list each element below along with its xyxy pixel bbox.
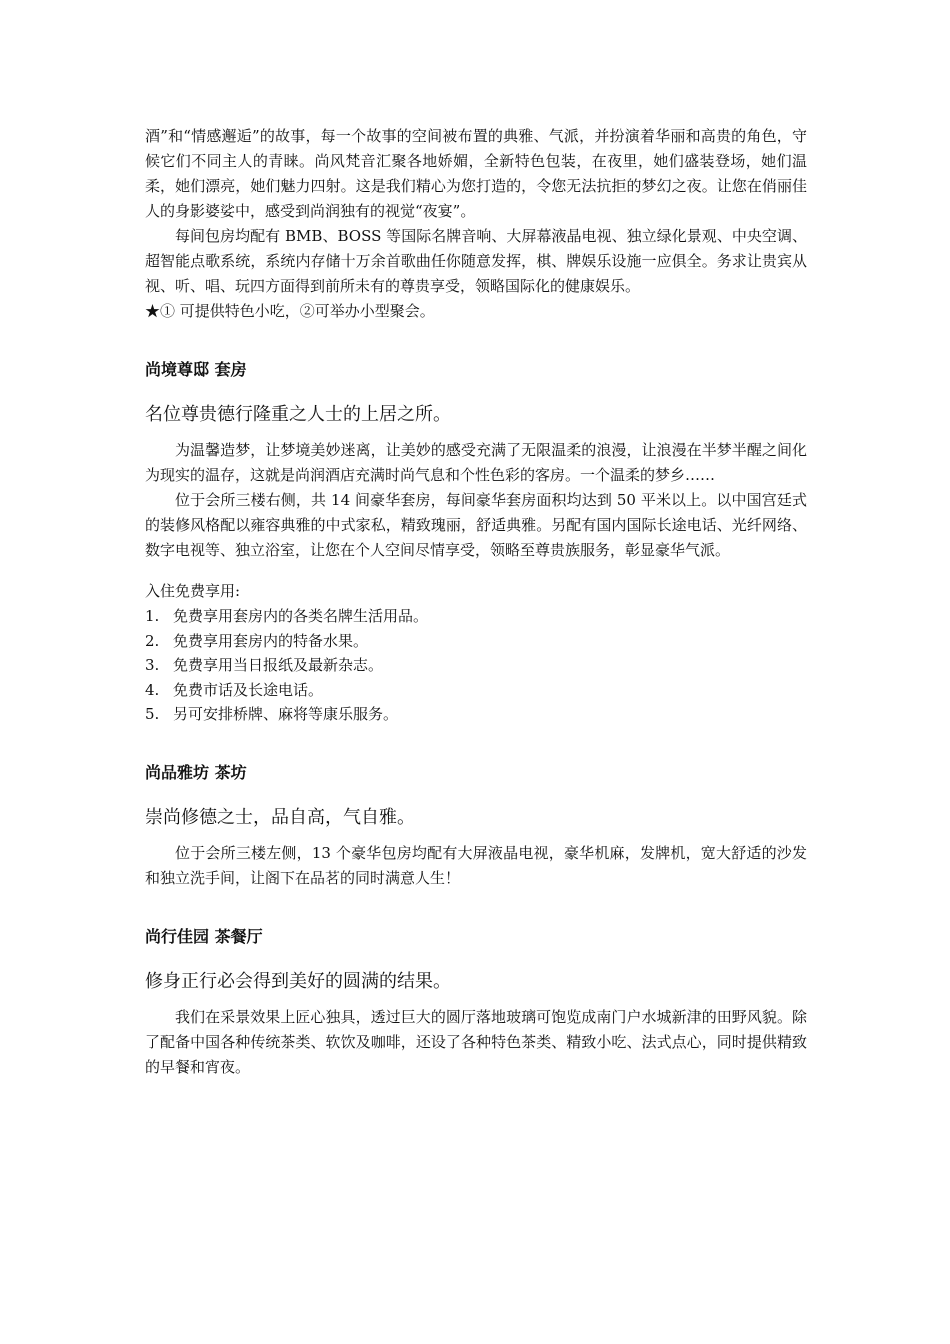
suite-tagline: 名位尊贵德行隆重之人士的上居之所。 [145, 404, 451, 425]
suite-paragraph-1: 为温馨造梦，让梦境美妙迷离，让美妙的感受充满了无限温柔的浪漫，让浪漫在半梦半醒之间化为现实的温存，这就是尚润酒店充满时尚气息和个性色彩的客房。一个温柔的梦乡…… [145, 441, 807, 484]
list-item-text: 另可安排桥牌、麻将等康乐服务。 [173, 705, 399, 724]
list-item-number: 2. [145, 631, 160, 650]
tea-heading: 尚品雅坊 茶坊 [145, 762, 247, 782]
list-item [145, 629, 807, 654]
restaurant-tagline: 修身正行必会得到美好的圆满的结果。 [145, 970, 451, 992]
suite-benefits-list [145, 604, 807, 727]
list-item-text: 免费享用套房内的特备水果。 [173, 631, 369, 650]
tea-paragraph-1: 位于会所三楼左侧，13 个豪华包房均配有大屏液晶电视，豪华机麻，发牌机，宽大舒适的沙发和独立洗手间，让阁下在品茗的同时满意人生！ [145, 843, 807, 887]
list-item-text: 免费市话及长途电话。 [173, 680, 324, 699]
intro-paragraph-2: 每间包房均配有 BMB、BOSS 等国际名牌音响、大屏幕液晶电视、独立绿化景观、中央空调、超智能点歌系统，系统内存储十万余首歌曲任你随意发挥，棋、牌娱乐设施一应俱全。务求让贵宾从视、听、唱、玩四方面得到前所未有的尊贵享受，领略国际化的健康娱乐。 [145, 227, 807, 295]
tea-tagline: 崇尚修德之士，品自高，气自雅。 [145, 806, 415, 828]
list-item-number: 4. [145, 680, 160, 699]
list-item [145, 702, 807, 727]
list-item [145, 604, 807, 629]
document-page [145, 124, 807, 1080]
suite-paragraph-2: 位于会所三楼右侧，共 14 间豪华套房，每间豪华套房面积均达到 50 平米以上。以中国宫廷式的装修风格配以雍容典雅的中式家私，精致瑰丽，舒适典雅。另配有国内国际长途电话、光纤网络、数字电视等、独立浴室，让您在个人空间尽情享受，领略至尊贵族服务，彰显豪华气派。 [145, 491, 807, 559]
suite-heading: 尚境尊邸 套房 [145, 360, 247, 379]
restaurant-section [145, 925, 807, 1080]
list-item-number: 3. [145, 656, 160, 675]
intro-paragraph-1: 酒”和“情感邂逅”的故事，每一个故事的空间被布置的典雅、气派，并扮演着华丽和高贵的角色，守候它们不同主人的青睐。尚风梵音汇聚各地娇媚，全新特色包装，在夜里，她们盛装登场，她们温柔，她们漂亮，她们魅力四射。这是我们精心为您打造的，令您无法抗拒的梦幻之夜。让您在俏丽佳人的身影婆娑中，感受到尚润独有的视觉“夜宴”。 [145, 127, 807, 220]
list-item-number: 1. [145, 607, 160, 625]
tea-section [145, 761, 807, 891]
list-item [145, 653, 807, 678]
list-item-number: 5. [145, 705, 160, 724]
restaurant-paragraph-1: 我们在采景效果上匠心独具，透过巨大的圆厅落地玻璃可饱览成南门户水城新津的田野风貌。除了配备中国各种传统茶类、软饮及咖啡，还设了各种特色茶类、精致小吃、法式点心，同时提供精致的早餐和宵夜。 [145, 1007, 807, 1076]
list-item-text: 免费享用当日报纸及最新杂志。 [173, 656, 384, 675]
ktv-section-continued [145, 124, 807, 324]
list-item [145, 678, 807, 703]
intro-note: ★① 可提供特色小吃，②可举办小型聚会。 [145, 302, 435, 320]
restaurant-heading: 尚行佳园 茶餐厅 [145, 926, 263, 946]
suite-section [145, 358, 807, 727]
list-item-text: 免费享用套房内的各类名牌生活用品。 [173, 607, 429, 625]
suite-list-title: 入住免费享用: [145, 582, 241, 600]
